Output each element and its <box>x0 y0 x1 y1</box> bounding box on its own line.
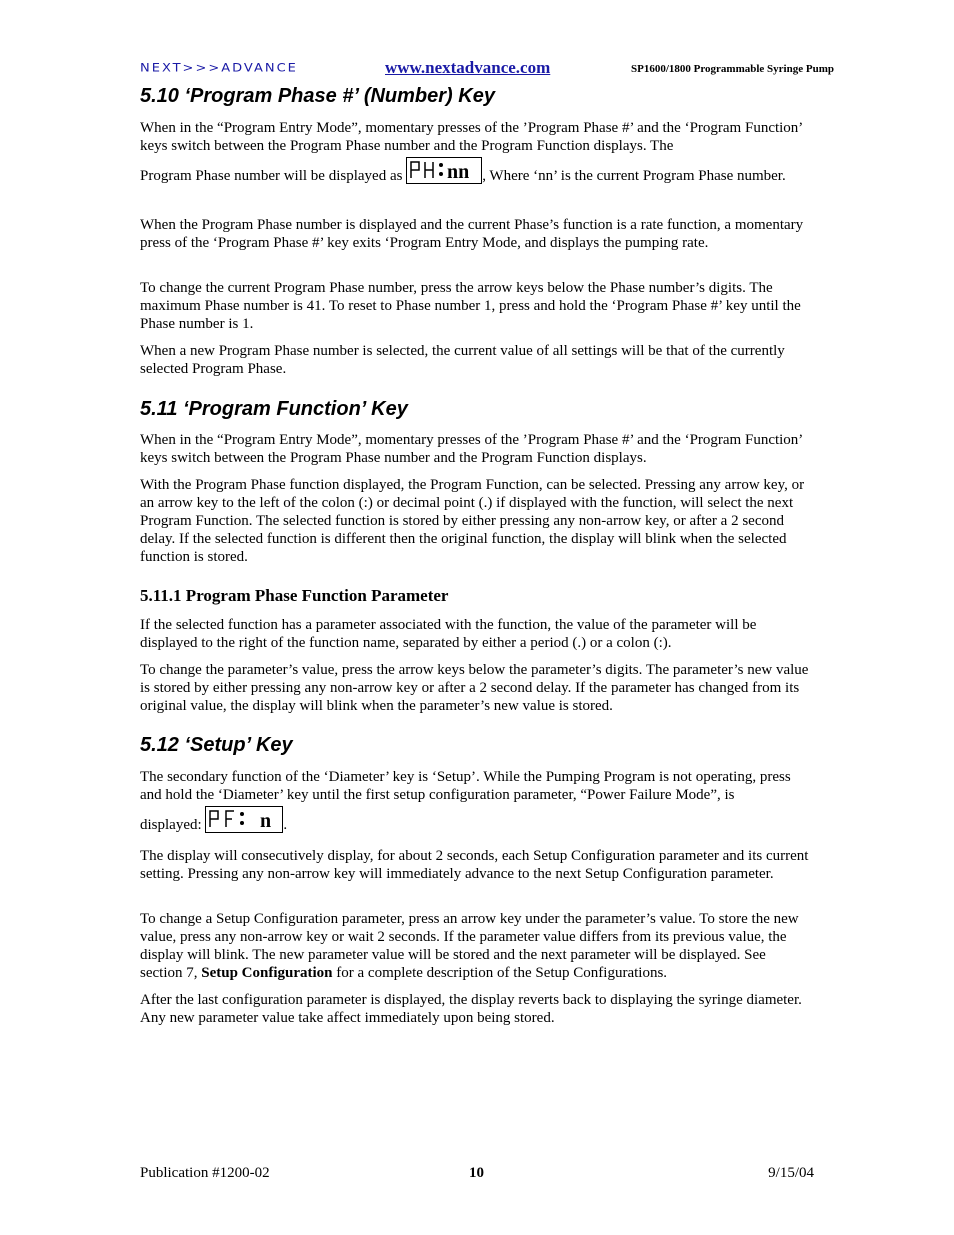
section-5-11-heading: 5.11 ‘Program Function’ Key <box>140 398 408 420</box>
s511-paragraph-2: With the Program Phase function displayed, the Program Function, can be selected. Pressing any arrow key, or an arrow key to the left of the colon (:) or decimal point (.) if displayed with the function, will select the next Program Function. The selected function is stored by either pressing any non-arrow key, or after a 2 second delay. If the selected function is different then the original function, the display will blink when the selected function is stored. <box>140 477 805 565</box>
page-number: 10 <box>469 1165 484 1181</box>
s510-paragraph-2: Program Phase number will be displayed as nn , Where ‘nn’ is the current Program Phase number. <box>140 157 812 185</box>
s512-paragraph-1: The secondary function of the ‘Diameter’ key is ‘Setup’. While the Pumping Program is not operating, press and hold the ‘Diameter’ key until the first setup configuration parameter, “Power Failure Mode”, is <box>140 769 791 803</box>
s512-paragraph-5: After the last configuration parameter is displayed, the display reverts back to displaying the syringe diameter. Any new parameter value take affect immediately upon being stored. <box>140 992 802 1026</box>
s512-paragraph-4: To change a Setup Configuration parameter, press an arrow key under the parameter’s value. To store the new value, press any non-arrow key or wait 2 seconds. If the parameter value differs from its previous value, the display will blink. The new parameter value will be stored and the next parameter will be displayed. See section 7, Setup Configuration for a complete description of the Setup Configurations. <box>140 911 799 981</box>
s510-paragraph-5: When a new Program Phase number is selected, the current value of all settings will be that of the currently selected Program Phase. <box>140 343 785 377</box>
lcd-phase-number-text: nn <box>447 161 470 182</box>
s5111-paragraph-2: To change the parameter’s value, press the arrow keys below the parameter’s digits. The parameter’s new value is stored by either pressing any non-arrow key or after a 2 second delay. If the parameter has changed from its original value, the display will blink when the parameter’s new value is stored. <box>140 662 809 714</box>
s5111-paragraph-1: If the selected function has a parameter associated with the function, the value of the parameter will be displayed to the right of the function name, separated by either a period (.) or a colon (:). <box>140 617 757 651</box>
lcd-power-failure-text: n <box>260 810 272 831</box>
lcd-phase-number-display <box>406 157 482 184</box>
product-name: SP1600/1800 Programmable Syringe Pump <box>631 63 834 75</box>
website-link[interactable]: www.nextadvance.com <box>385 58 551 77</box>
publication-date: 9/15/04 <box>768 1165 814 1181</box>
publication-number: Publication #1200-02 <box>140 1165 270 1181</box>
section-5-12-heading: 5.12 ‘Setup’ Key <box>140 734 293 756</box>
page-header <box>140 58 862 80</box>
section-5-11-1-heading: 5.11.1 Program Phase Function Parameter <box>140 586 449 605</box>
s512-paragraph-3: The display will consecutively display, for about 2 seconds, each Setup Configuration parameter and its current setting. Pressing any non-arrow key will immediately advance to the next Setup Configuration parameter. <box>140 848 809 882</box>
s512-paragraph-2: displayed: n . <box>140 806 812 834</box>
company-logo: NEXT>>>ADVANCE <box>140 62 298 75</box>
lcd-power-failure-display <box>205 806 283 833</box>
setup-configuration-reference: Setup Configuration <box>201 965 333 981</box>
s510-paragraph-3: When the Program Phase number is displayed and the current Phase’s function is a rate function, a momentary press of the ‘Program Phase #’ key exits ‘Program Entry Mode, and displays the pumping rate. <box>140 217 804 251</box>
s510-paragraph-4: To change the current Program Phase number, press the arrow keys below the Phase number’s digits. The maximum Phase number is 41. To reset to Phase number 1, press and hold the ‘Program Phase #’ key until the Phase number is 1. <box>140 280 801 332</box>
s511-paragraph-1: When in the “Program Entry Mode”, momentary presses of the ’Program Phase #’ and the ‘Program Function’ keys switch between the Program Phase number and the Program Function displays. <box>140 432 803 466</box>
s510-paragraph-1: When in the “Program Entry Mode”, momentary presses of the ’Program Phase #’ and the ‘Program Function’ keys switch between the Program Phase number and the Program Function displays. The <box>140 120 803 154</box>
section-5-10-heading: 5.10 ‘Program Phase #’ (Number) Key <box>140 85 495 107</box>
